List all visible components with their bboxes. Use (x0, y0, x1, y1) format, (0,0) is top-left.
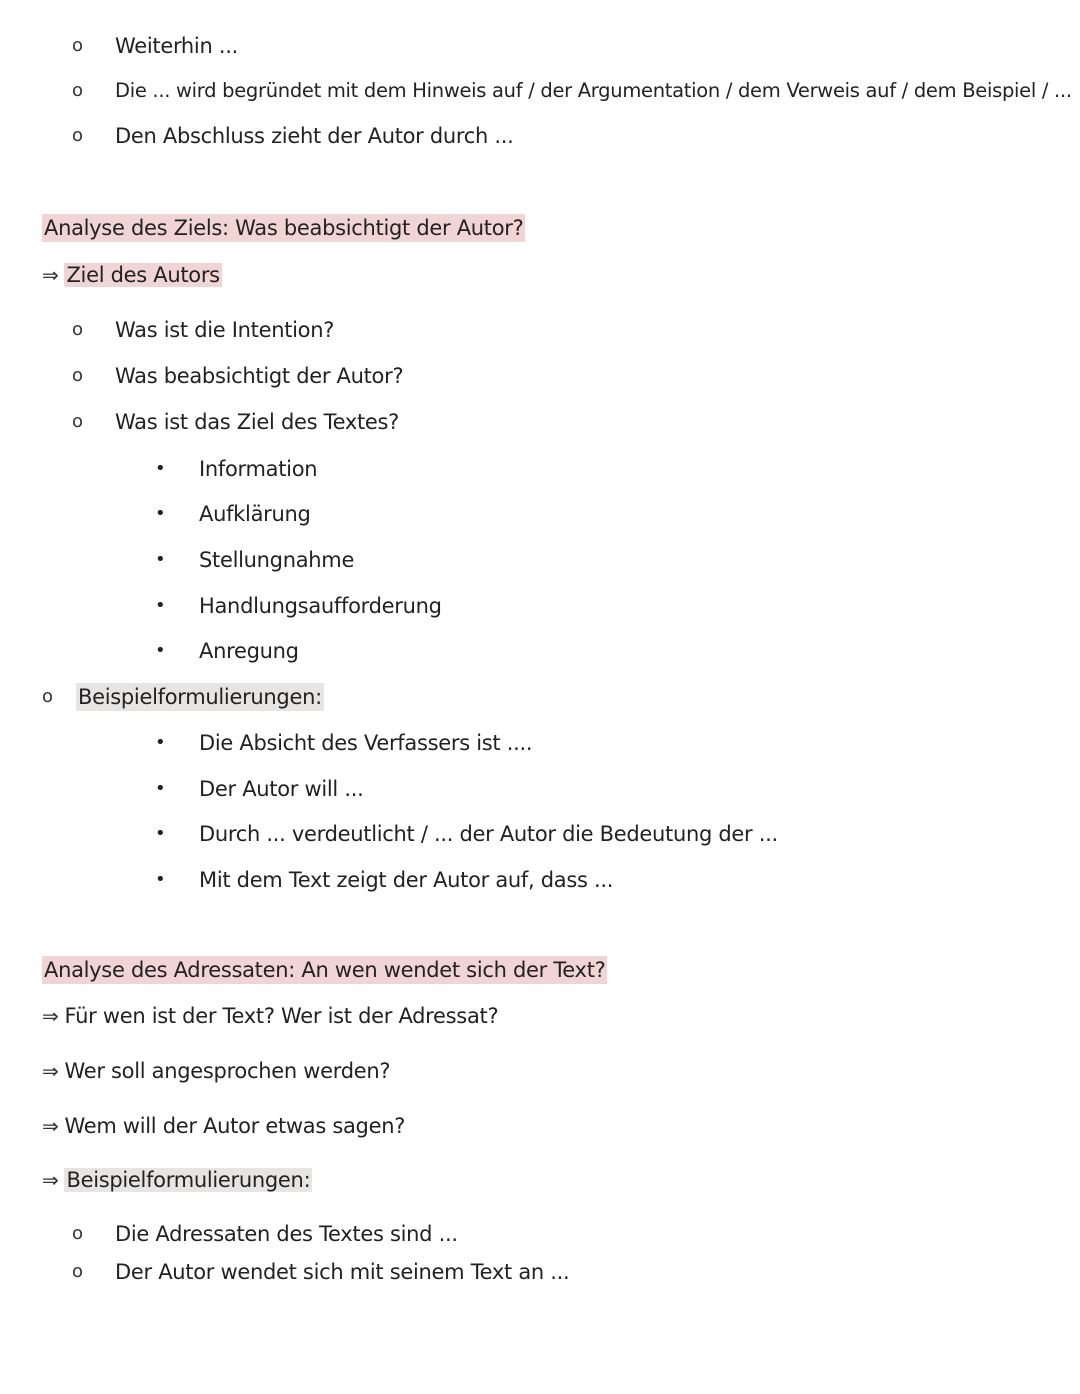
bullet-icon: • (155, 823, 166, 844)
list-item: Mit dem Text zeigt der Autor auf, dass ... (199, 868, 614, 892)
examples-label: Beispielformulierungen: (78, 685, 322, 709)
goal-heading: Analyse des Ziels: Was beabsichtigt der Autor? (44, 216, 524, 240)
audience-examples-row (42, 1166, 312, 1194)
list-item: Information (199, 457, 318, 481)
circle-marker-icon: o (72, 365, 84, 386)
circle-marker-icon: o (72, 125, 84, 146)
list-item: Der Autor will ... (199, 777, 364, 801)
arrow-icon: ⇒ (42, 1004, 59, 1028)
audience-question-row (42, 1002, 498, 1030)
circle-marker-icon: o (72, 1261, 84, 1282)
circle-marker-icon: o (72, 35, 84, 56)
arrow-icon: ⇒ (42, 1114, 59, 1138)
arrow-icon: ⇒ (42, 1059, 59, 1083)
bullet-icon: • (155, 549, 166, 570)
circle-marker-icon: o (42, 686, 54, 707)
examples-label: Beispielformulierungen: (66, 1168, 311, 1192)
list-item: Was beabsichtigt der Autor? (115, 364, 404, 388)
list-item: Was ist die Intention? (115, 318, 335, 342)
list-item: Die ... wird begründet mit dem Hinweis auf / der Argumentation / dem Verweis auf / dem Beispiel / ... (115, 79, 1072, 102)
audience-question: Wem will der Autor etwas sagen? (64, 1114, 406, 1138)
arrow-icon: ⇒ (42, 263, 59, 287)
circle-marker-icon: o (72, 319, 84, 340)
audience-question-row (42, 1057, 390, 1085)
list-item: Durch ... verdeutlicht / ... der Autor die Bedeutung der ... (199, 822, 778, 846)
list-item: Die Absicht des Verfassers ist .... (199, 731, 533, 755)
list-item: Weiterhin ... (115, 34, 238, 58)
bullet-icon: • (155, 732, 166, 753)
list-item: Anregung (199, 639, 299, 663)
list-item: Was ist das Ziel des Textes? (115, 410, 400, 434)
circle-marker-icon: o (72, 80, 84, 101)
list-item: Aufklärung (199, 502, 311, 526)
audience-heading: Analyse des Adressaten: An wen wendet sich der Text? (44, 958, 606, 982)
goal-subheading-row (42, 261, 222, 289)
list-item: Der Autor wendet sich mit seinem Text an ... (115, 1260, 570, 1284)
bullet-icon: • (155, 778, 166, 799)
list-item: Den Abschluss zieht der Autor durch ... (115, 124, 514, 148)
list-item: Stellungnahme (199, 548, 355, 572)
list-item: Handlungsaufforderung (199, 594, 442, 618)
bullet-icon: • (155, 640, 166, 661)
audience-question: Wer soll angesprochen werden? (64, 1059, 391, 1083)
audience-question-row (42, 1112, 405, 1140)
circle-marker-icon: o (72, 411, 84, 432)
bullet-icon: • (155, 869, 166, 890)
bullet-icon: • (155, 503, 166, 524)
circle-marker-icon: o (72, 1223, 84, 1244)
arrow-icon: ⇒ (42, 1168, 59, 1192)
bullet-icon: • (155, 458, 166, 479)
audience-question: Für wen ist der Text? Wer ist der Adressat? (64, 1004, 499, 1028)
list-item: Die Adressaten des Textes sind ... (115, 1222, 458, 1246)
bullet-icon: • (155, 595, 166, 616)
goal-subheading: Ziel des Autors (66, 263, 220, 287)
